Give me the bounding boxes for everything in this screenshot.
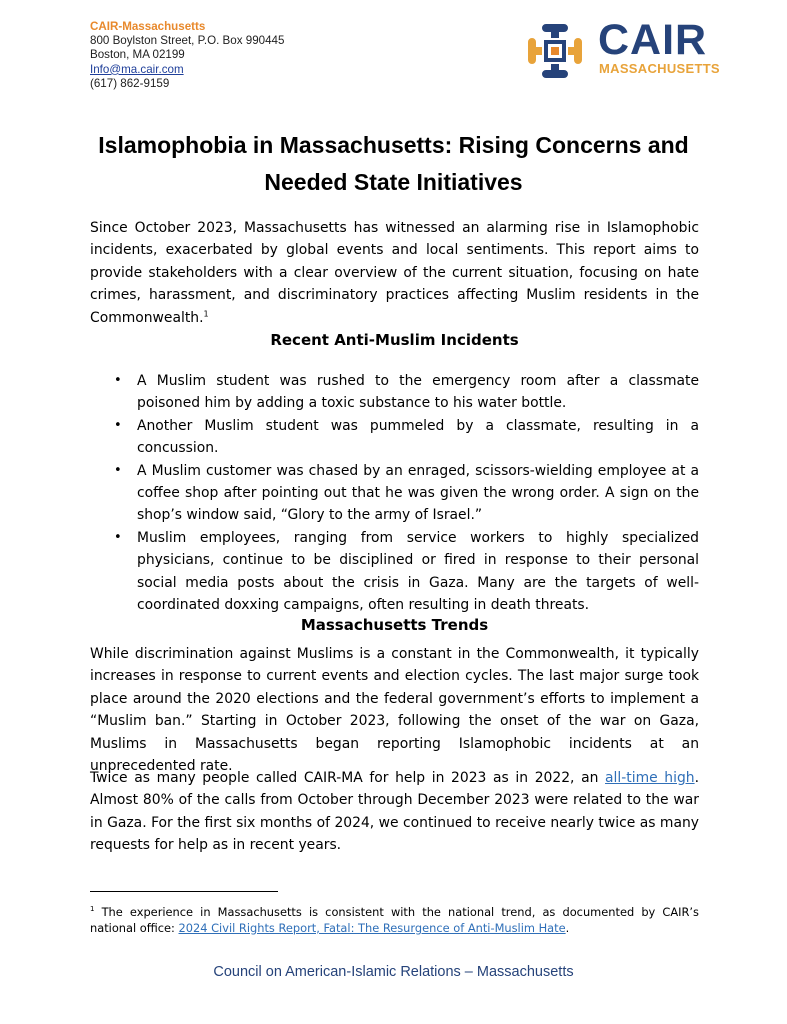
trends-text-end: . Almost 80% of the calls from October through December 2023 were related to the war in Gaza. For the first six months of 2024, we continued to receive nearly twice as many requests for help as in recent years.: [90, 770, 699, 854]
letterhead: [90, 20, 284, 91]
logo-subtitle: MASSACHUSETTS: [599, 61, 720, 76]
title-line-2: Needed State Initiatives: [264, 169, 523, 195]
cair-emblem-icon: [524, 20, 586, 82]
footnote: [90, 901, 699, 936]
org-name: CAIR-Massachusetts: [90, 20, 206, 33]
trends-text-start: Twice as many people called CAIR-MA for help in 2023 as in 2022, an: [90, 770, 606, 786]
civil-rights-report-link[interactable]: 2024 Civil Rights Report, Fatal: The Resurgence of Anti-Muslim Hate: [178, 920, 566, 935]
footnote-end: .: [565, 920, 570, 935]
incident-text: Muslim employees, ranging from service workers to highly specialized physicians, continue to be disciplined or fired in response to their personal social media posts about the crisis in Gaza. Many are the targets of well-coordinated doxxing campaigns, often resulting in death threats.: [137, 529, 699, 614]
title-line-1: Islamophobia in Massachusetts: Rising Concerns and: [98, 132, 689, 158]
bullet-icon: •: [114, 417, 122, 433]
list-item: [114, 415, 699, 460]
incident-text: Another Muslim student was pummeled by a classmate, resulting in a concussion.: [137, 417, 699, 457]
trends-paragraph-1: While discrimination against Muslims is a constant in the Commonwealth, it typically increases in response to current events and election cycles. The last major surge took place around the 2020 elections and the federal government’s efforts to implement a “Muslim ban.” Starting in October 2023, following the onset of the war on Gaza, Muslims in Massachusetts began reporting Islamophobic incidents at an unprecedented rate.: [90, 646, 699, 775]
incident-text: A Muslim customer was chased by an enraged, scissors-wielding employee at a coffee shop after pointing out that he was given the wrong order. A sign on the shop’s window said, “Glory to the army of Israel.”: [137, 462, 699, 524]
bullet-icon: •: [114, 462, 122, 478]
logo-wordmark: CAIR: [598, 16, 708, 64]
footnote-text: The experience in Massachusetts is consistent with the national trend, as documented by CAIR’s national office:: [90, 904, 699, 935]
list-item: [114, 370, 699, 415]
trends-paragraph-2: [90, 767, 699, 857]
intro-text: Since October 2023, Massachusetts has witnessed an alarming rise in Islamophobic incidents, exacerbated by global events and local sentiments. This report aims to provide stakeholders with a clear overview of the current situation, focusing on hate crimes, harassment, and discriminatory practices affecting Muslim residents in the Commonwealth.: [90, 220, 699, 326]
incident-text: A Muslim student was rushed to the emergency room after a classmate poisoned him by adding a toxic substance to his water bottle.: [137, 373, 699, 412]
bullet-icon: •: [114, 529, 122, 545]
list-item: [114, 460, 699, 527]
incidents-list: [114, 370, 699, 616]
intro-paragraph: [90, 217, 699, 329]
footnote-number: 1: [90, 905, 95, 913]
bullet-icon: •: [114, 373, 122, 388]
list-item: [114, 527, 699, 617]
all-time-high-link[interactable]: all-time high: [605, 770, 695, 786]
page-footer: Council on American-Islamic Relations – Massachusetts: [213, 964, 574, 980]
city-address: Boston, MA 02199: [90, 48, 185, 62]
document-title: [60, 127, 727, 201]
email-link[interactable]: Info@ma.cair.com: [90, 62, 184, 76]
phone-number: (617) 862-9159: [90, 76, 170, 90]
footnote-divider: [90, 891, 278, 892]
trends-heading: Massachusetts Trends: [300, 616, 489, 634]
incidents-heading: Recent Anti-Muslim Incidents: [270, 331, 519, 349]
cair-logo: [524, 16, 720, 82]
footnote-ref: 1: [203, 309, 209, 318]
street-address: 800 Boylston Street, P.O. Box 990445: [90, 34, 285, 48]
